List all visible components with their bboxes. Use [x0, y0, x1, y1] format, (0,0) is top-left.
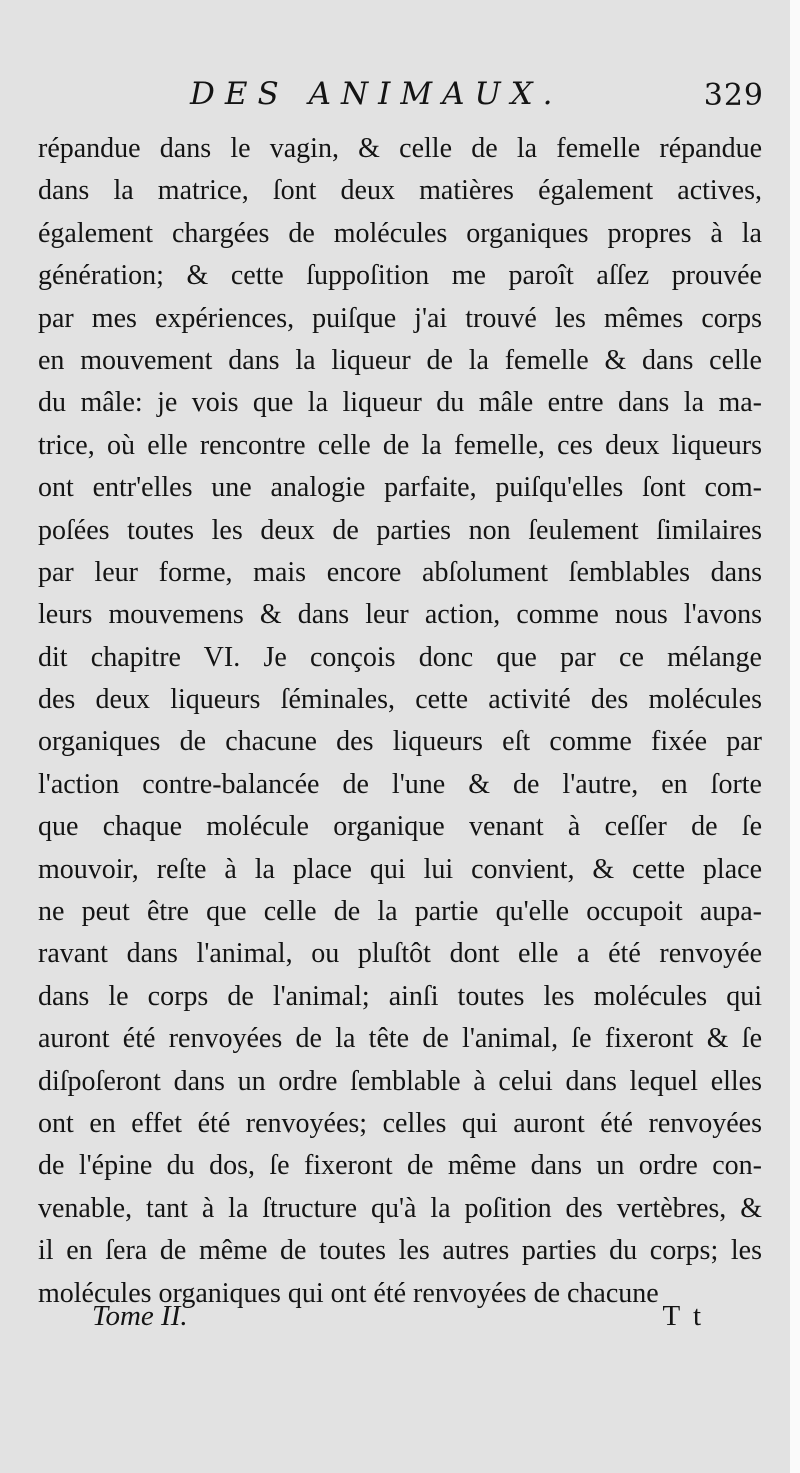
text-line: répandue dans le vagin, & celle de la femelle répandue [38, 133, 762, 164]
text-line: par leur forme, mais encore abſolument ſemblables dans [38, 556, 762, 588]
running-head: DES ANIMAUX. [190, 76, 563, 112]
text-line: trice, où elle rencontre celle de la femelle, ces deux liqueurs [38, 429, 762, 461]
text-line: l'action contre-balancée de l'une & de l'autre, en ſorte [38, 768, 762, 800]
text-line: diſpoſeront dans un ordre ſemblable à celui dans lequel elles [38, 1065, 762, 1097]
page-footer [0, 1300, 800, 1340]
text-line: ravant dans l'animal, ou pluſtôt dont elle a été renvoyée [38, 938, 762, 970]
text-line: dit chapitre VI. Je conçois donc que par ce mélange [38, 641, 762, 673]
text-line: ont entr'elles une analogie parfaite, puiſqu'elles ſont com- [38, 472, 762, 504]
text-line: dans le corps de l'animal; ainſi toutes les molécules qui [38, 980, 762, 1012]
text-line: il en ſera de même de toutes les autres parties du corps; les [38, 1235, 762, 1267]
text-line: molécules organiques qui ont été renvoyées de chacune [38, 1277, 659, 1309]
text-line: du mâle: je vois que la liqueur du mâle entre dans la ma- [38, 387, 762, 419]
signature-mark: T t [662, 1300, 704, 1332]
text-line: que chaque molécule organique venant à ceſſer de ſe [38, 811, 762, 843]
text-line: poſées toutes les deux de parties non ſeulement ſimilaires [38, 514, 762, 546]
page-header [0, 76, 800, 126]
text-line: venable, tant à la ſtructure qu'à la poſition des vertèbres, & [38, 1192, 762, 1224]
text-line: auront été renvoyées de la tête de l'animal, ſe fixeront & ſe [38, 1023, 762, 1055]
text-line: organiques de chacune des liqueurs eſt comme fixée par [38, 726, 762, 758]
text-line: de l'épine du dos, ſe fixeront de même dans un ordre con- [38, 1150, 762, 1182]
text-line: également chargées de molécules organiques propres à la [38, 217, 762, 249]
text-line: génération; & cette ſuppoſition me paroît aſſez prouvée [38, 260, 762, 292]
volume-label: Tome II. [92, 1300, 188, 1332]
text-line: leurs mouvemens & dans leur action, comme nous l'avons [38, 599, 762, 631]
body-text [38, 128, 762, 1315]
text-line: ne peut être que celle de la partie qu'elle occupoit aupa- [38, 896, 762, 928]
page-edge [790, 0, 800, 1473]
text-line: mouvoir, reſte à la place qui lui convient, & cette place [38, 853, 762, 885]
page-number: 329 [703, 78, 764, 113]
text-line: par mes expériences, puiſque j'ai trouvé les mêmes corps [38, 302, 762, 334]
text-line: en mouvement dans la liqueur de la femelle & dans celle [38, 344, 762, 376]
text-line: des deux liqueurs ſéminales, cette activité des molécules [38, 684, 762, 716]
text-line: dans la matrice, ſont deux matières également actives, [38, 175, 762, 207]
text-line: ont en effet été renvoyées; celles qui auront été renvoyées [38, 1107, 762, 1139]
